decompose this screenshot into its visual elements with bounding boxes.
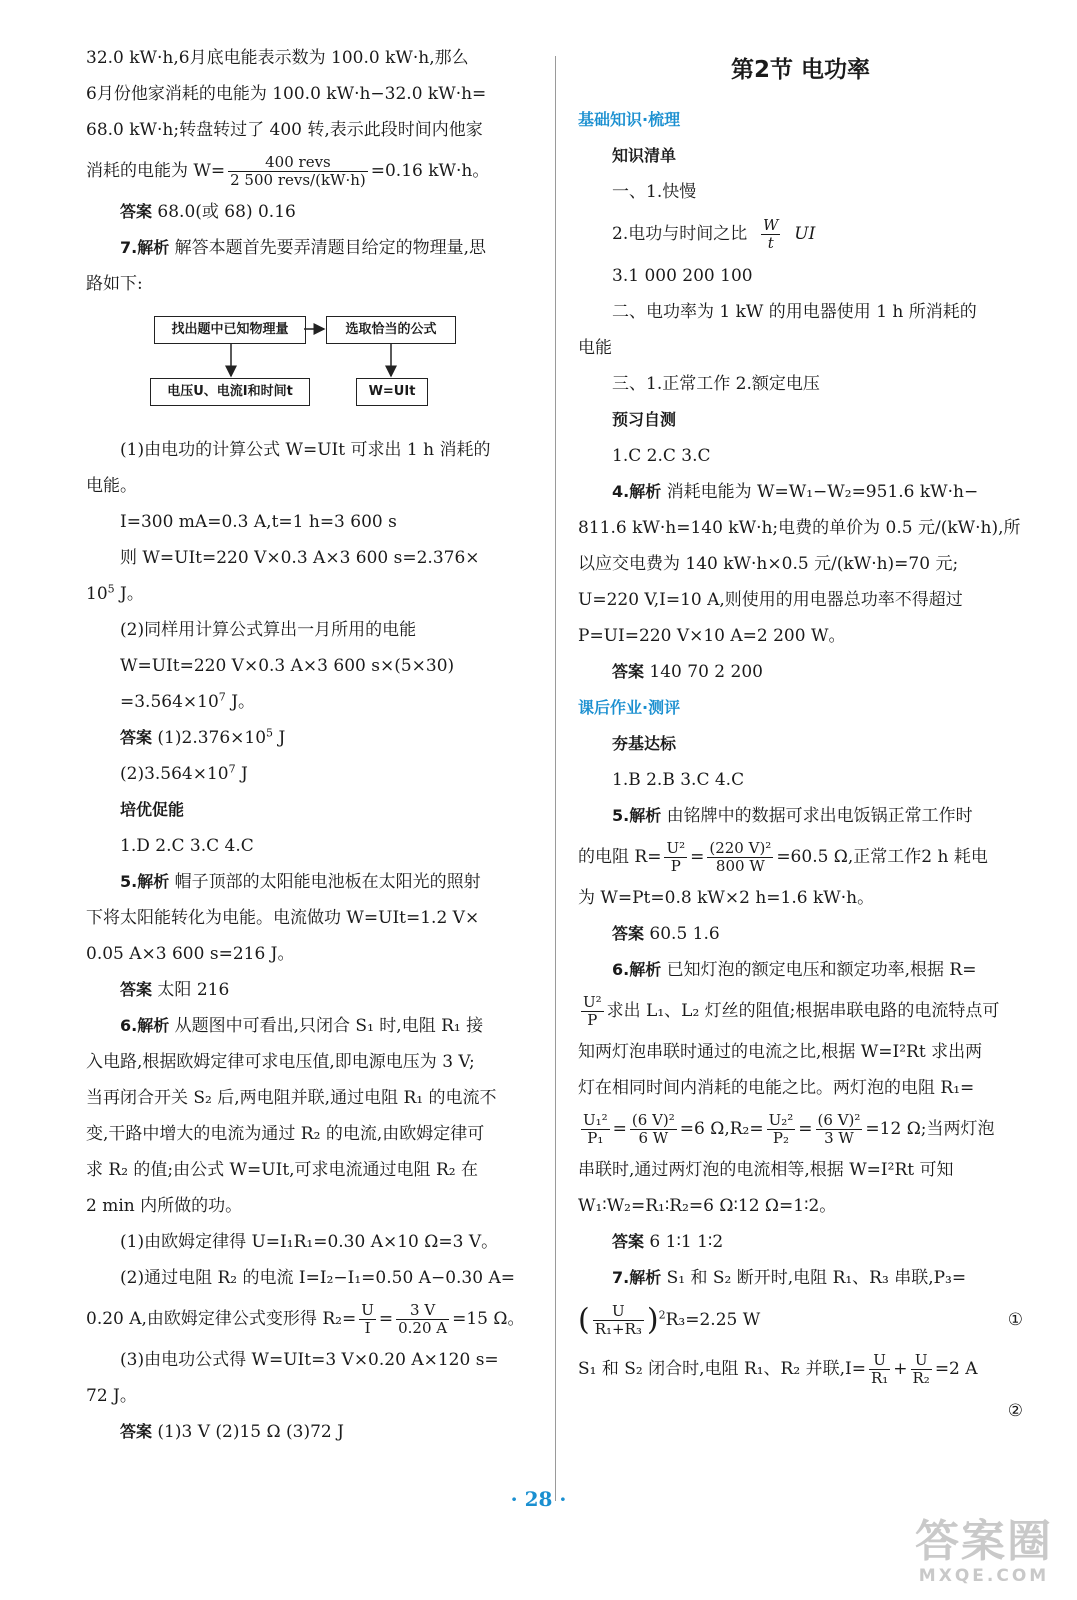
formula-line: 0.20 A,由欧姆定律公式变形得 R₂= $\frac{U}{I}$ = $\frac{3 V}{0.20 A}$ =15 Ω。: [86, 1301, 525, 1337]
flow-box-voltage-current-time: 电压U、电流I和时间t: [150, 378, 310, 406]
equation-number: ①: [1007, 1310, 1023, 1330]
fraction: $\frac{\text{U₁²}}{\text{P₁}}$: [583, 1111, 608, 1147]
text-line: (2)同样用计算公式算出一月所用的电能: [120, 620, 417, 640]
fraction: $\frac{\text{(6 V)²}}{6 W}$: [631, 1111, 675, 1147]
text-line: 电能: [578, 338, 612, 358]
text-line: 2 min 内所做的功。: [86, 1196, 243, 1216]
fraction: $\frac{\text{400 revs}}{\text{2 500 revs/(kW·h)}}$: [230, 153, 366, 189]
flow-diagram: [86, 306, 538, 426]
text-line: 6月份他家消耗的电能为 100.0 kW·h−32.0 kW·h=: [86, 84, 487, 104]
section-heading: 课后作业·测评: [578, 698, 681, 717]
text-line: $=3.564\times 10^7$ J。: [120, 690, 256, 712]
text-line: 811.6 kW·h=140 kW·h;电费的单价为 0.5 元/(kW·h),所: [578, 518, 1021, 538]
text-line: W₁∶W₂=R₁∶R₂=6 Ω∶12 Ω=1∶2。: [578, 1196, 837, 1216]
text-line: 当再闭合开关 S₂ 后,两电阻并联,通过电阻 R₁ 的电流不: [86, 1088, 497, 1108]
analysis-line: 7.解析 解答本题首先要弄清题目给定的物理量,思: [120, 238, 487, 258]
text-line: 为 W=Pt=0.8 kW×2 h=1.6 kW·h。: [578, 888, 875, 908]
formula-line: $\frac{\text{U²}}{P}$ 求出 L₁、L₂ 灯丝的阻值;根据串联电路的电流特点可: [583, 993, 1000, 1029]
analysis-line: 5.解析 由铭牌中的数据可求出电饭锅正常工作时: [612, 806, 973, 826]
answer-line: 1.B 2.B 3.C 4.C: [612, 770, 745, 790]
text-line: 入电路,根据欧姆定律可求电压值,即电源电压为 3 V;: [86, 1052, 475, 1072]
text-line: 一、1.快慢: [612, 182, 697, 202]
subsection-heading: 夯基达标: [612, 734, 677, 753]
text-line: 以应交电费为 140 kW·h×0.5 元/(kW·h)=70 元;: [578, 554, 959, 574]
text-line: 三、1.正常工作 2.额定电压: [612, 374, 820, 394]
analysis-line: 4.解析 消耗电能为 W=W₁−W₂=951.6 kW·h−: [612, 482, 979, 502]
text-line: 电能。: [86, 476, 137, 496]
fraction: $\frac{U}{I}$: [361, 1301, 374, 1337]
text-line: 3.1 000 200 100: [612, 266, 753, 286]
text-line: I=300 mA=0.3 A,t=1 h=3 600 s: [120, 512, 397, 532]
text-line: (1)由电功的计算公式 W=UIt 可求出 1 h 消耗的: [120, 440, 491, 460]
text-line: (3)由电功公式得 W=UIt=3 V×0.20 A×120 s=: [120, 1350, 499, 1370]
analysis-line: 6.解析 从题图中可看出,只闭合 S₁ 时,电阻 R₁ 接: [120, 1016, 484, 1036]
analysis-line: 6.解析 已知灯泡的额定电压和额定功率,根据 R=: [612, 960, 977, 980]
answer-line: 答案 (1)3 V (2)15 Ω (3)72 J: [120, 1422, 344, 1442]
text-line: P=UI=220 V×10 A=2 200 W。: [578, 626, 846, 646]
answer-line: 答案 140 70 2 200: [612, 662, 763, 682]
watermark-logo: 答案圈 MXQE.COM: [915, 1516, 1053, 1586]
flow-box-known-quantities: 找出题中已知物理量: [154, 316, 306, 344]
fraction: $\frac{W}{t}$: [763, 216, 779, 252]
right-column: [578, 40, 1023, 1429]
formula-line: 消耗的电能为 W= $\frac{\text{400 revs}}{\text{2 500 revs/(kW·h)}}$ =0.16 kW·h。: [86, 153, 490, 189]
text-line: 串联时,通过两灯泡的电流相等,根据 W=I²Rt 可知: [578, 1160, 954, 1180]
text-line: W=UIt=220 V×0.3 A×3 600 s×(5×30): [120, 656, 455, 676]
section-heading: 基础知识·梳理: [578, 110, 681, 129]
text-line: $10^5$ J。: [86, 582, 144, 604]
subsection-heading: 知识清单: [612, 146, 677, 165]
fraction: $\frac{3 V}{0.20 A}$: [398, 1301, 448, 1337]
fraction: $\frac{\text{(220 V)²}}{800 W}$: [709, 839, 772, 875]
answer-line: 1.C 2.C 3.C: [612, 446, 711, 466]
fraction: $\frac{\text{U²}}{P}$: [583, 993, 602, 1029]
answer-line: $(2)3.564\times 10^7$ J: [120, 762, 248, 784]
formula-line: ( $\frac{U}{\text{R₁+R₃}}$ )$^2$R₃=2.25 W ①: [578, 1296, 1023, 1345]
text-line: 下将太阳能转化为电能。电流做功 W=UIt=1.2 V×: [86, 908, 480, 928]
text-line: 变,干路中增大的电流为通过 R₂ 的电流,由欧姆定律可: [86, 1124, 485, 1144]
text-line: 68.0 kW·h;转盘转过了 400 转,表示此段时间内他家: [86, 120, 483, 140]
fraction: $\frac{\text{U₂²}}{\text{P₂}}$: [768, 1111, 794, 1147]
column-divider: [555, 56, 556, 1501]
text-line: 灯在相同时间内消耗的电能之比。两灯泡的电阻 R₁=: [578, 1078, 975, 1098]
fraction: $\frac{\text{(6 V)²}}{3 W}$: [817, 1111, 861, 1147]
formula-line: S₁ 和 S₂ 闭合时,电阻 R₁、R₂ 并联,I= $\frac{U}{\text{R₁}}$ + $\frac{U}{\text{R₂}}$ =2 A: [578, 1350, 978, 1387]
text-line: 求 R₂ 的值;由公式 W=UIt,可求电流通过电阻 R₂ 在: [86, 1160, 478, 1180]
page-number: · 28 ·: [510, 1487, 567, 1511]
section-heading: 培优促能: [120, 800, 185, 819]
formula-line: $\frac{\text{U₁²}}{\text{P₁}}$ = $\frac{\text{(6 V)²}}{6 W}$ =6 Ω,R₂= $\frac{\text{U₂²}}{\text{P₂}}$ = $\frac{\text{(6 V)²}}{3 W}$ =12 Ω;当两灯泡: [583, 1111, 995, 1147]
formula-line: 2.电功与时间之比 $\frac{W}{t}$ UI: [612, 216, 816, 252]
answer-line: 答案 60.5 1.6: [612, 924, 720, 944]
fraction: $\frac{U}{\text{R₂}}$: [912, 1350, 930, 1387]
equation-number: ②: [1007, 1400, 1023, 1421]
text-line: 32.0 kW·h,6月底电能表示数为 100.0 kW·h,那么: [86, 48, 469, 68]
answer-line: 答案 太阳 216: [120, 980, 230, 1000]
fraction: $\frac{U}{\text{R₁+R₃}}$: [594, 1302, 642, 1338]
answer-line: 答案 $(1)2.376\times 10^5$ J: [120, 726, 286, 748]
text-line: 0.05 A×3 600 s=216 J。: [86, 944, 295, 964]
analysis-line: 7.解析 S₁ 和 S₂ 断开时,电阻 R₁、R₃ 串联,P₃=: [612, 1268, 967, 1288]
fraction: $\frac{U}{\text{R₁}}$: [870, 1350, 889, 1387]
text-line: 则 W=UIt=220 V×0.3 A×3 600 s=2.376×: [120, 548, 480, 568]
text-line: 72 J。: [86, 1386, 137, 1406]
text-line: (2)通过电阻 R₂ 的电流 I=I₂−I₁=0.50 A−0.30 A=: [120, 1268, 515, 1288]
answer-line: 答案 6 1∶1 1∶2: [612, 1232, 724, 1252]
flow-box-formula: W=UIt: [356, 378, 428, 406]
answer-line: 答案 68.0(或 68) 0.16: [120, 202, 296, 222]
text-line: (1)由欧姆定律得 U=I₁R₁=0.30 A×10 Ω=3 V。: [120, 1232, 499, 1252]
subsection-heading: 预习自测: [612, 410, 677, 429]
text-line: 二、电功率为 1 kW 的用电器使用 1 h 所消耗的: [612, 302, 977, 322]
section-title: 第2节 电功率: [730, 57, 870, 83]
analysis-line: 5.解析 帽子顶部的太阳能电池板在太阳光的照射: [120, 872, 481, 892]
left-column: [86, 40, 538, 1450]
answer-line: 1.D 2.C 3.C 4.C: [120, 836, 254, 856]
fraction: $\frac{\text{U²}}{P}$: [666, 839, 686, 875]
text-line: 路如下:: [86, 274, 143, 294]
flow-box-select-formula: 选取恰当的公式: [326, 316, 456, 344]
text-line: 知两灯泡串联时通过的电流之比,根据 W=I²Rt 求出两: [578, 1042, 983, 1062]
formula-line: 的电阻 R= $\frac{\text{U²}}{P}$ = $\frac{\text{(220 V)²}}{800 W}$ =60.5 Ω,正常工作2 h 耗电: [578, 839, 988, 875]
text-line: U=220 V,I=10 A,则使用的用电器总功率不得超过: [578, 590, 963, 610]
